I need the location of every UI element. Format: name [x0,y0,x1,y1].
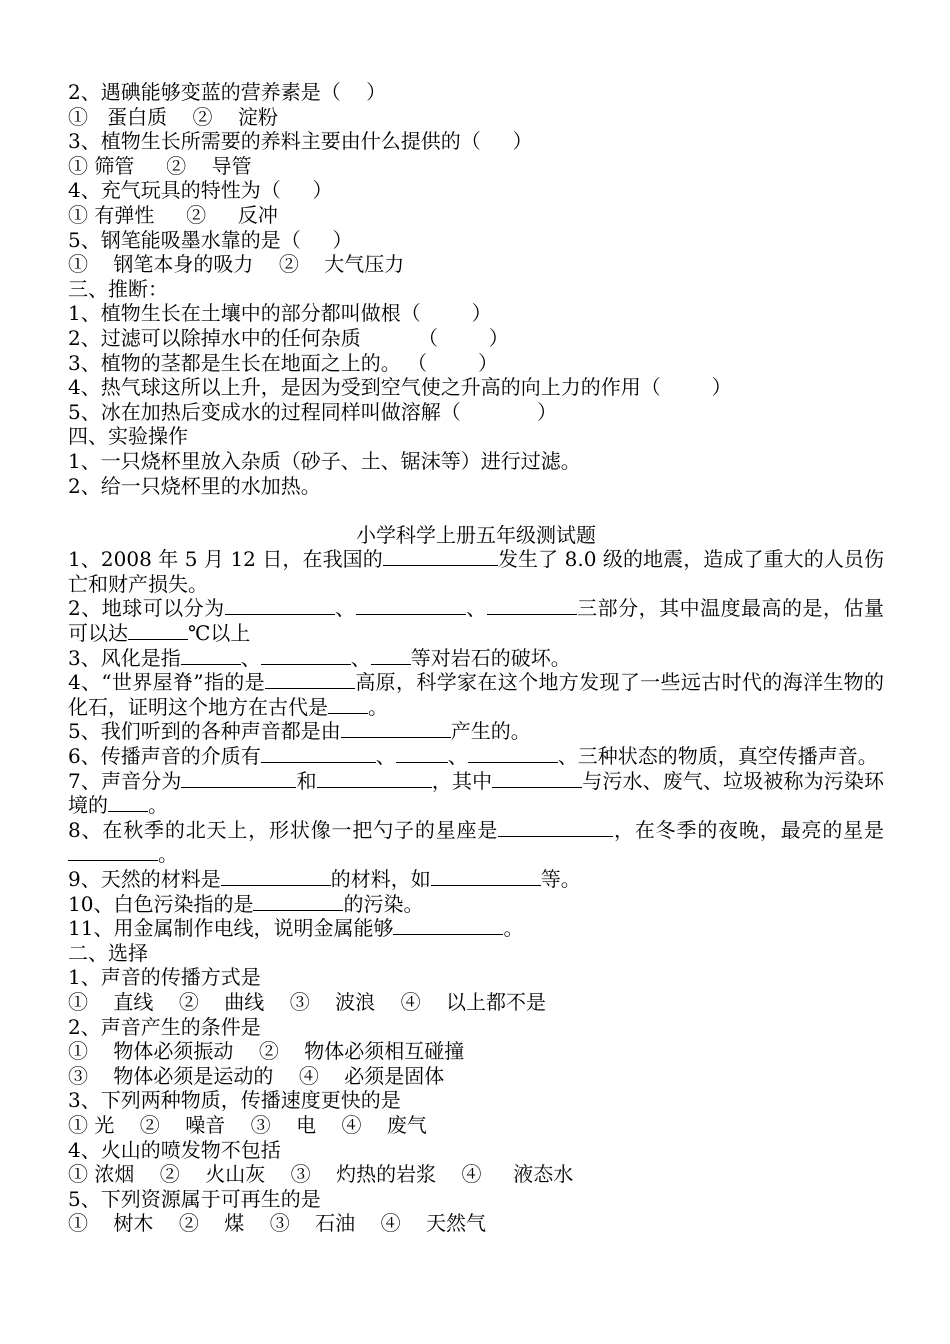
fill-question-11: 11、用金属制作电线，说明金属能够 。 [68,916,524,941]
fill-question-8: 8、在秋季的北天上，形状像一把勺子的星座是 ，在冬季的夜晚，最亮的星是。 [68,817,884,867]
answer-blank[interactable] [221,867,331,886]
answer-blank[interactable] [225,596,335,615]
judgement-question: 4、热气球这所以上升，是因为受到空气使之升高的向上力的作用（ ） [68,375,732,400]
judgement-question: 2、过滤可以除掉水中的任何杂质 （ ） [68,325,509,350]
choice-options: ① 筛管 ② 导管 [68,153,252,178]
experiment-item: 2、给一只烧杯里的水加热。 [68,473,321,498]
choice-options: ① 蛋白质 ② 淀粉 [68,104,278,129]
fill-question-2: 2、地球可以分为 、 、 三部分，其中温度最高的是，估量可以达 ℃以上 [68,596,884,646]
choice-question: 3、植物生长所需要的养料主要由什么提供的（ ） [68,129,533,154]
choice-question: 1、声音的传播方式是 [68,965,261,990]
judgement-question: 5、冰在加热后变成水的过程同样叫做溶解（ ） [68,399,558,424]
answer-blank[interactable] [181,646,241,665]
test-title: 小学科学上册五年级测试题 [356,522,596,547]
section-heading-judgement: 三、推断： [68,276,168,301]
fill-question-9: 9、天然的材料是 的材料，如 等。 [68,867,581,891]
answer-blank[interactable] [431,867,541,886]
choice-options: ① 浓烟 ② 火山灰 ③ 灼热的岩浆 ④ 液态水 [68,1162,574,1187]
fill-question-5: 5、我们听到的各种声音都是由 产生的。 [68,719,531,744]
fill-question-10: 10、白色污染指的是 的污染。 [68,891,424,916]
answer-blank[interactable] [356,596,466,615]
answer-blank[interactable] [108,793,148,812]
answer-blank[interactable] [261,646,351,665]
answer-blank[interactable] [253,892,343,911]
answer-blank[interactable] [498,818,613,837]
answer-blank[interactable] [181,769,296,788]
answer-blank[interactable] [383,547,498,566]
section-heading-choice: 二、选择 [68,940,148,965]
experiment-item: 1、一只烧杯里放入杂质（砂子、土、锯沫等）进行过滤。 [68,448,581,473]
choice-question: 2、声音产生的条件是 [68,1014,261,1039]
answer-blank[interactable] [396,744,448,763]
answer-blank[interactable] [128,621,188,640]
section-heading-experiment: 四、实验操作 [68,424,188,449]
choice-options: ① 直线 ② 曲线 ③ 波浪 ④ 以上都不是 [68,989,547,1014]
fill-question-1: 1、2008 年 5 月 12 日，在我国的 发生了 8.0 级的地震，造成了重大的人员伤亡和财产损失。 [68,547,884,596]
choice-options: ① 钢笔本身的吸力 ② 大气压力 [68,252,405,277]
fill-question-4: 4、“世界屋脊”指的是 高原，科学家在这个地方发现了一些远古时代的海洋生物的化石，证明这个地方在古代是 。 [68,670,884,719]
choice-question: 4、火山的喷发物不包括 [68,1137,281,1162]
answer-blank[interactable] [328,695,368,714]
answer-blank[interactable] [492,769,582,788]
choice-options: ① 树木 ② 煤 ③ 石油 ④ 天然气 [68,1211,487,1236]
choice-question: 5、下列资源属于可再生的是 [68,1186,321,1211]
answer-blank[interactable] [487,596,577,615]
judgement-question: 1、植物生长在土壤中的部分都叫做根（ ） [68,301,492,326]
answer-blank[interactable] [265,670,355,689]
fill-question-3: 3、风化是指 、 、 等对岩石的破坏。 [68,645,571,670]
fill-question-7: 7、声音分为 和 ，其中 与污水、废气、垃圾被称为污染环境的 。 [68,768,885,818]
answer-blank[interactable] [317,769,432,788]
answer-blank[interactable] [261,744,376,763]
choice-question: 2、遇碘能够变蓝的营养素是（ ） [68,80,387,104]
document-page [68,80,884,1236]
choice-question: 3、下列两种物质，传播速度更快的是 [68,1088,401,1113]
choice-options: ③ 物体必须是运动的 ④ 必须是固体 [68,1063,445,1088]
answer-blank[interactable] [393,916,503,935]
fill-question-6: 6、传播声音的介质有 、 、 、三种状态的物质，真空传播声音。 [68,744,878,769]
judgement-question: 3、植物的茎都是生长在地面之上的。 （ ） [68,350,498,375]
answer-blank[interactable] [468,744,558,763]
choice-options: ① 光 ② 噪音 ③ 电 ④ 废气 [68,1112,427,1137]
choice-question: 5、钢笔能吸墨水靠的是（ ） [68,227,353,252]
answer-blank[interactable] [68,842,158,861]
answer-blank[interactable] [341,719,451,738]
choice-options: ① 有弹性 ② 反冲 [68,202,278,227]
choice-question: 4、充气玩具的特性为（ ） [68,178,333,203]
spacer [68,498,884,523]
answer-blank[interactable] [371,646,411,665]
choice-options: ① 物体必须振动 ② 物体必须相互碰撞 [68,1039,465,1064]
